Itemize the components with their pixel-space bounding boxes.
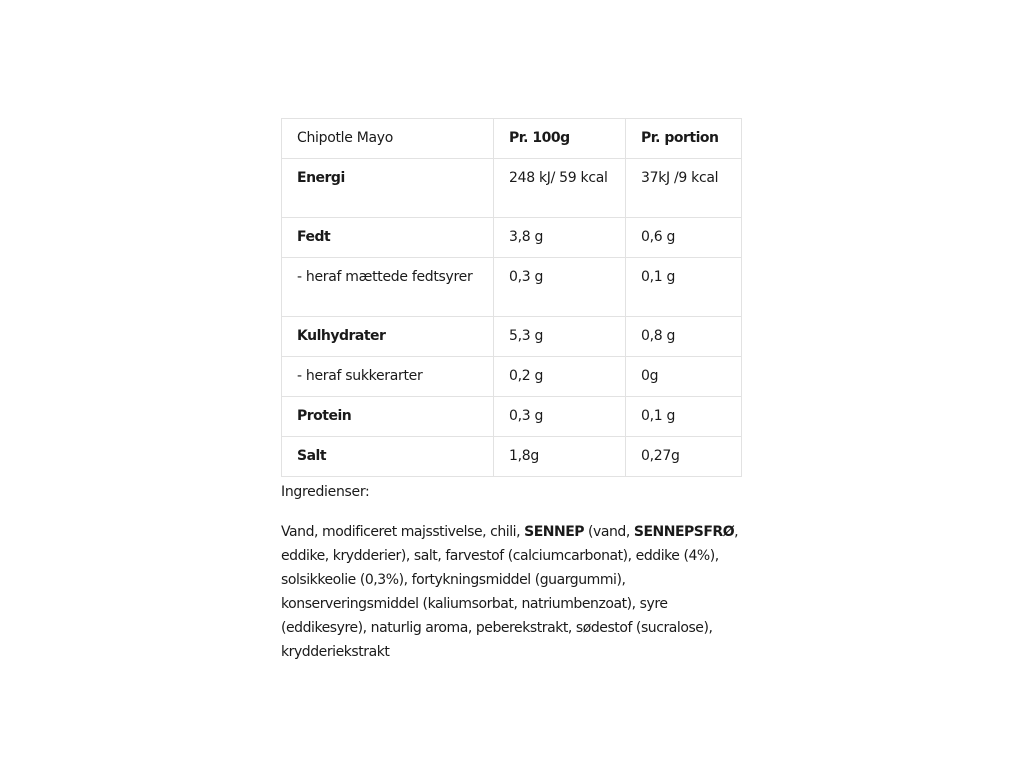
row-label: - heraf sukkerarter	[282, 357, 494, 397]
allergen-sennepsfro: SENNEPSFRØ	[633, 524, 735, 540]
row-per-100g: 0,3 g	[494, 397, 626, 437]
table-row-maettede	[282, 258, 742, 317]
row-per-100g: 248 kJ/ 59 kcal	[494, 159, 626, 218]
table-row-energi	[282, 159, 742, 218]
table-row-sukkerarter	[282, 357, 742, 397]
row-label: - heraf mættede fedtsyrer	[282, 258, 494, 317]
row-per-portion: 0,6 g	[626, 218, 742, 258]
table-row-salt	[282, 437, 742, 477]
allergen-sennep: SENNEP	[524, 524, 585, 540]
ingredients-text-part: Vand, modificeret majsstivelse, chili,	[281, 524, 525, 540]
row-per-portion: 0,27g	[626, 437, 742, 477]
row-label: Kulhydrater	[282, 317, 494, 357]
row-per-portion: 0,1 g	[626, 397, 742, 437]
nutrition-table	[281, 118, 742, 477]
row-per-100g: 3,8 g	[494, 218, 626, 258]
table-header-row	[282, 119, 742, 159]
header-per-100g: Pr. 100g	[494, 119, 626, 159]
row-per-portion: 0,1 g	[626, 258, 742, 317]
row-label: Energi	[282, 159, 494, 218]
table-row-fedt	[282, 218, 742, 258]
row-per-portion: 0,8 g	[626, 317, 742, 357]
row-label: Salt	[282, 437, 494, 477]
header-product-name: Chipotle Mayo	[282, 119, 494, 159]
table-row-protein	[282, 397, 742, 437]
row-per-100g: 0,2 g	[494, 357, 626, 397]
ingredients-title: Ingredienser:	[281, 484, 370, 500]
table-row-kulhydrater	[282, 317, 742, 357]
ingredients-text-part: , eddike, krydderier), salt, farvestof (calciumcarbonat), eddike (4%), solsikkeolie (0,3%), fortykningsmiddel (guargummi), konserveringsmiddel (kaliumsorbat, natriumbenzoat), syre (eddikesyre), naturlig aroma, peberekstrakt, sødestof (sucralose), krydderiekstrakt	[281, 524, 739, 660]
row-per-portion: 0g	[626, 357, 742, 397]
row-per-portion: 37kJ /9 kcal	[626, 159, 742, 218]
header-per-portion: Pr. portion	[626, 119, 742, 159]
row-per-100g: 0,3 g	[494, 258, 626, 317]
nutrition-section	[281, 118, 741, 664]
row-per-100g: 1,8g	[494, 437, 626, 477]
row-per-100g: 5,3 g	[494, 317, 626, 357]
row-label: Fedt	[282, 218, 494, 258]
ingredients-text-part: (vand,	[584, 524, 634, 540]
ingredients-text	[281, 520, 741, 664]
row-label: Protein	[282, 397, 494, 437]
